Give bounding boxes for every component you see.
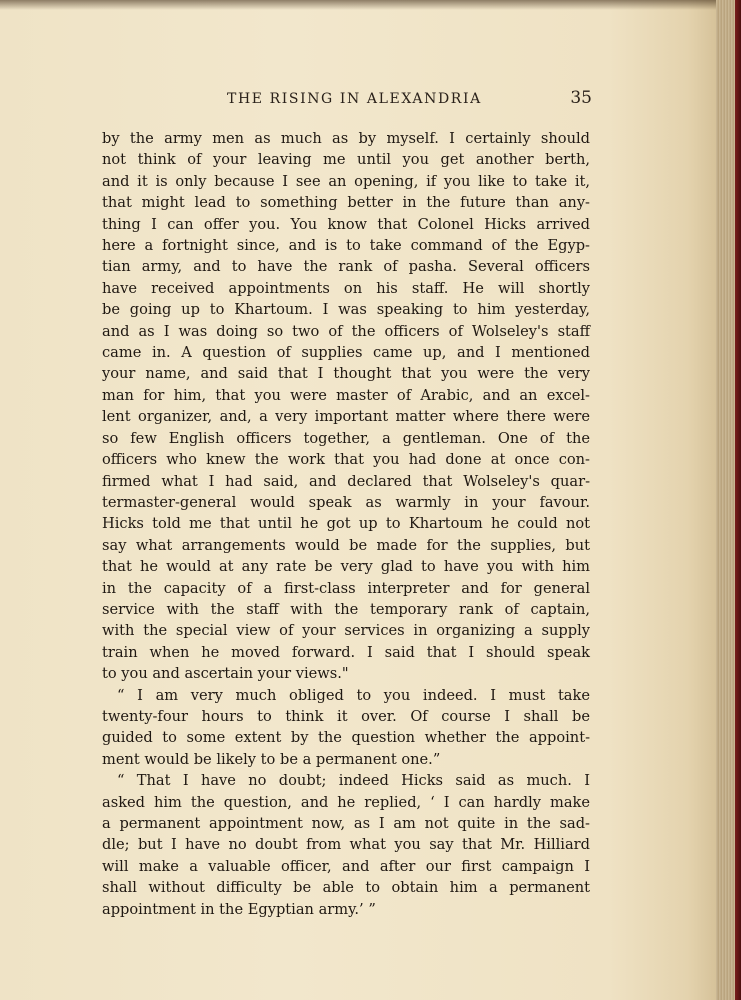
- text-line: say what arrangements would be made for the supplies, but: [102, 536, 590, 554]
- text-line: ment would be likely to be a permanent one.”: [102, 750, 441, 768]
- text-line: lent organizer, and, a very important matter where there were: [102, 408, 590, 426]
- text-line: tian army, and to have the rank of pasha. Several officers: [102, 258, 590, 276]
- text-line: not think of your leaving me until you get another berth,: [102, 151, 590, 169]
- text-line: twenty-four hours to think it over. Of course I shall be: [102, 707, 590, 725]
- text-line: here a fortnight since, and is to take command of the Egyp-: [102, 237, 590, 255]
- text-line: your name, and said that I thought that you were the very: [102, 365, 590, 383]
- text-line: that might lead to something better in the future than any-: [102, 194, 590, 212]
- text-line: dle; but I have no doubt from what you say that Mr. Hilliard: [102, 836, 590, 854]
- text-line: Hicks told me that until he got up to Khartoum he could not: [102, 515, 590, 533]
- text-line: and as I was doing so two of the officers of Wolseley's staff: [102, 322, 590, 340]
- text-line: came in. A question of supplies came up, and I mentioned: [102, 344, 590, 362]
- text-line: “ I am very much obliged to you indeed. I must take: [117, 686, 590, 704]
- text-line: will make a valuable officer, and after our first campaign I: [102, 857, 590, 875]
- text-line: in the capacity of a first-class interpreter and for general: [102, 579, 590, 597]
- text-line: and it is only because I see an opening, if you like to take it,: [102, 172, 590, 190]
- text-line: that he would at any rate be very glad to have you with him: [102, 558, 590, 576]
- text-line: firmed what I had said, and declared that Wolseley's quar-: [102, 472, 590, 490]
- text-line: termaster-general would speak as warmly in your favour.: [102, 493, 590, 511]
- text-line: man for him, that you were master of Arabic, and an excel-: [102, 386, 590, 404]
- text-line: be going up to Khartoum. I was speaking to him yesterday,: [102, 301, 590, 319]
- text-line: with the special view of your services in organizing a supply: [102, 622, 590, 640]
- text-line: “ That I have no doubt; indeed Hicks said as much. I: [117, 772, 590, 790]
- page-number: 35: [570, 88, 592, 108]
- text-line: officers who knew the work that you had done at once con-: [102, 451, 590, 469]
- text-line: service with the staff with the temporary rank of captain,: [102, 600, 590, 618]
- text-line: guided to some extent by the question whether the appoint-: [102, 729, 590, 747]
- text-line: thing I can offer you. You know that Colonel Hicks arrived: [102, 215, 590, 233]
- text-line: asked him the question, and he replied, ‘ I can hardly make: [102, 793, 590, 811]
- text-line: appointment in the Egyptian army.’ ”: [102, 900, 376, 918]
- page-top-shadow: [0, 0, 716, 10]
- binding-edge: [735, 0, 741, 1000]
- running-head: THE RISING IN ALEXANDRIA: [227, 91, 482, 107]
- text-line: so few English officers together, a gentleman. One of the: [102, 429, 590, 447]
- body-text: [102, 128, 590, 920]
- text-line: train when he moved forward. I said that I should speak: [102, 643, 590, 661]
- text-line: a permanent appointment now, as I am not quite in the sad-: [102, 815, 590, 832]
- text-line: to you and ascertain your views.": [102, 665, 349, 683]
- text-line: have received appointments on his staff. He will shortly: [102, 279, 590, 297]
- text-line: shall without difficulty be able to obtain him a permanent: [102, 879, 590, 897]
- text-line: by the army men as much as by myself. I certainly should: [102, 130, 590, 147]
